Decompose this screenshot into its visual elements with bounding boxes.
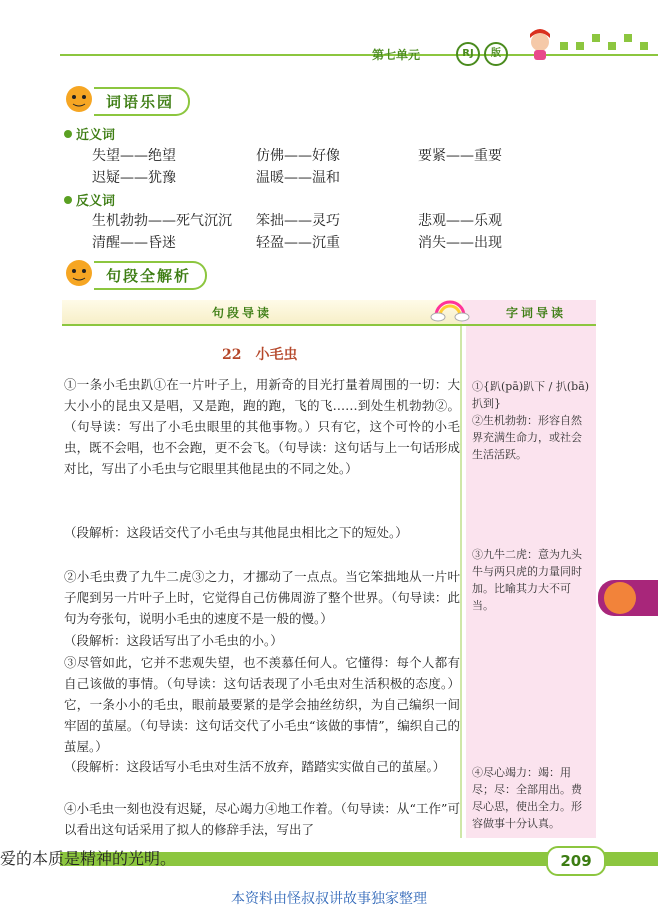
- vocab-section-header: [62, 88, 190, 114]
- bullet-icon: [64, 130, 72, 138]
- paragraph-1-analysis: （段解析：这段话交代了小毛虫与其他昆虫相比之下的短处。）: [64, 525, 408, 540]
- unit-label: 第七单元: [372, 48, 421, 62]
- synonym-pair: 迟疑——犹豫: [92, 170, 176, 186]
- antonyms-label: 反义词: [64, 190, 115, 209]
- source-caption: 本资料由怪叔叔讲故事独家整理: [231, 891, 427, 907]
- antonym-pair: 消失——出现: [418, 235, 502, 251]
- paragraph-2: ②小毛虫费了九牛二虎③之力，才挪动了一点点。当它笨拙地从一片叶子爬到另一片叶子上时，它觉得自己仿佛周游了整个世界。（句导读：此句为夸张句，说明小毛虫的速度不是一般的慢。）: [64, 569, 460, 626]
- paragraph-2-analysis: （段解析：这段话写出了小毛虫的小。）: [64, 633, 283, 648]
- side-note-3: ③九牛二虎：意为九头牛与两只虎的力量同时加。比喻其力大不可当。: [472, 548, 582, 612]
- side-note-4: ④尽心竭力：竭：用尽；尽：全部用出。费尽心思，使出全力。形容做事十分认真。: [472, 766, 582, 830]
- synonym-pair: 仿佛——好像: [256, 148, 340, 164]
- guide-tab-bar: [62, 300, 596, 324]
- girl-mascot-icon: [520, 28, 560, 62]
- side-note-1: ①{趴(pā)趴下 / 扒(bā)扒到}: [472, 380, 590, 410]
- synonym-pair: 失望——绝望: [92, 148, 176, 164]
- chapter-title: 22 小毛虫: [222, 347, 298, 363]
- tiger-mascot-icon: [62, 256, 96, 290]
- fox-side-tab: [598, 580, 658, 616]
- analysis-section-header: [62, 262, 207, 288]
- side-note-2: ②生机勃勃：形容自然界充满生命力，或社会生活活跃。: [472, 414, 582, 461]
- footer-motto: 爱的本质是精神的光明。: [0, 849, 177, 868]
- tiger-mascot-icon: [62, 82, 96, 116]
- edition-badge: 版: [484, 42, 508, 66]
- paragraph-1: ①一条小毛虫趴①在一片叶子上，用新奇的目光打量着周围的一切：大大小小的昆虫又是唱，又是跑，跑的跑，飞的飞……到处生机勃勃②。（句导读：写出了小毛虫眼里的其他事物。）只有它，这个可怜的小毛虫，既不会唱，也不会跑，更不会飞。（句导读：这句话与上一句话形成对比，写出了小毛虫与它眼里其他昆虫的不同之处。）: [64, 377, 460, 476]
- synonyms-label: 近义词: [64, 124, 115, 143]
- word-guide-label: 字词导读: [506, 306, 567, 320]
- vocab-title: 词语乐园: [94, 87, 190, 116]
- bullet-icon: [64, 196, 72, 204]
- antonym-pair: 清醒——昏迷: [92, 235, 176, 251]
- antonym-pair: 悲观——乐观: [418, 213, 502, 229]
- rainbow-cloud-icon: [430, 296, 470, 322]
- paragraph-4: ④小毛虫一刻也没有迟疑，尽心竭力④地工作着。（句导读：从“工作”可以看出这句话采用了拟人的修辞手法，写出了: [64, 801, 460, 837]
- column-divider: [460, 326, 462, 838]
- header-line: [60, 54, 658, 56]
- antonym-pair: 笨拙——灵巧: [256, 213, 340, 229]
- analysis-title: 句段全解析: [94, 261, 207, 290]
- page-number: 209: [546, 846, 606, 876]
- fox-mascot-icon: [604, 582, 636, 614]
- sentence-guide-label: 句段导读: [212, 306, 273, 320]
- rj-badge: RJ: [456, 42, 480, 66]
- paragraph-3: ③尽管如此，它并不悲观失望，也不羡慕任何人。它懂得：每个人都有自己该做的事情。（句导读：这句话表现了小毛虫对生活积极的态度。）它，一条小小的毛虫，眼前最要紧的是学会抽丝纺织，为自己编织一间牢固的茧屋。（句导读：这句话交代了小毛虫“该做的事情”，编织自己的茧屋。）: [64, 655, 460, 754]
- word-notes-column: [466, 326, 596, 838]
- synonym-pair: 要紧——重要: [418, 148, 502, 164]
- checker-decoration-icon: [560, 32, 650, 52]
- synonym-pair: 温暖——温和: [256, 170, 340, 186]
- antonym-pair: 轻盈——沉重: [256, 235, 340, 251]
- paragraph-3-analysis: （段解析：这段话写小毛虫对生活不放弃，踏踏实实做自己的茧屋。）: [64, 759, 446, 774]
- passage-column: [62, 326, 462, 838]
- antonym-pair: 生机勃勃——死气沉沉: [92, 213, 232, 229]
